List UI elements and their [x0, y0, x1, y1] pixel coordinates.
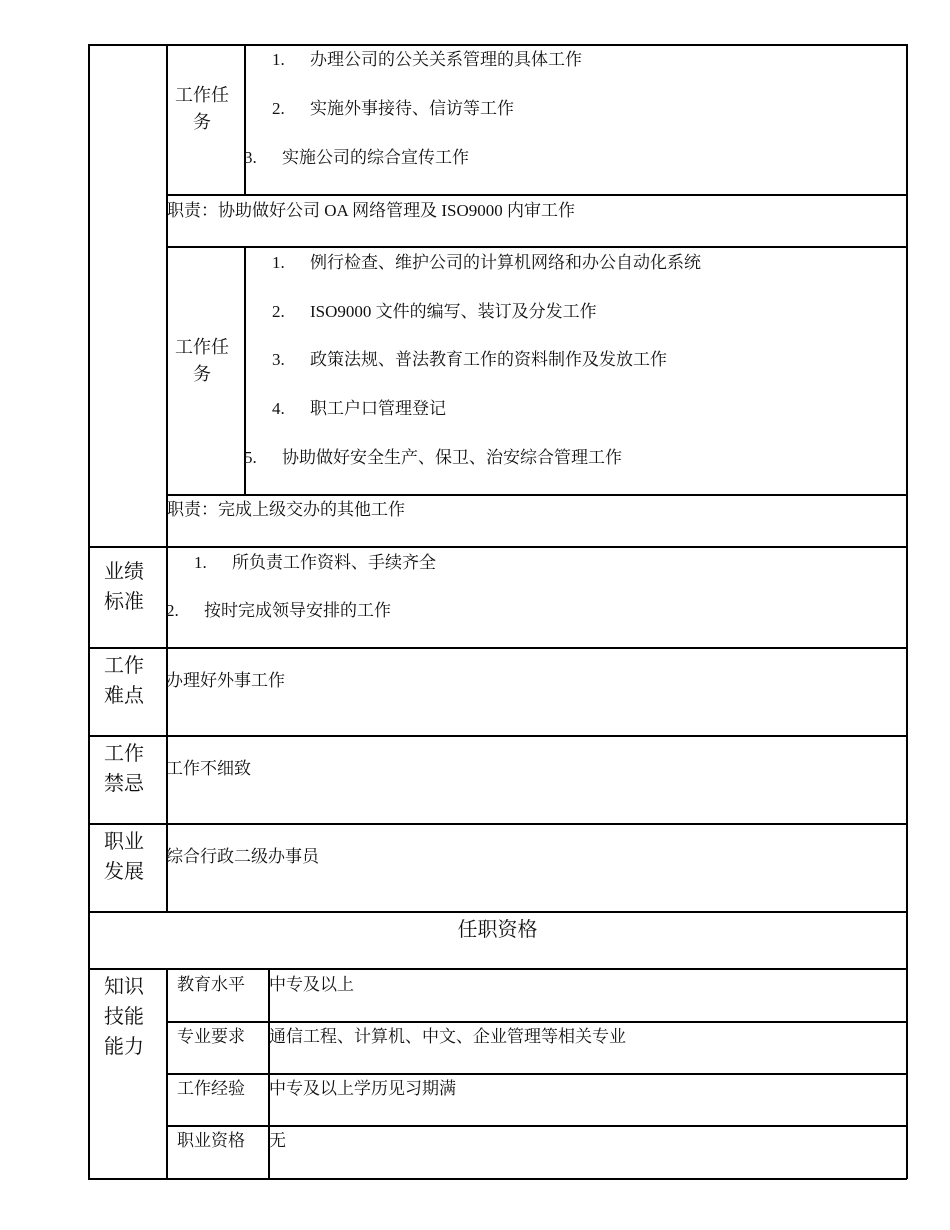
performance-label: 业绩标准: [104, 561, 144, 613]
task-label: 工作任务: [175, 337, 229, 384]
row-divider: [88, 647, 907, 649]
row-divider: [166, 246, 907, 248]
row-divider: [88, 546, 907, 548]
table-border-right: [906, 44, 908, 1179]
difficulty-text: 办理好外事工作: [166, 671, 285, 690]
task-text: ISO9000 文件的编写、装订及分发工作: [310, 302, 597, 321]
performance-number: 2.: [166, 601, 179, 620]
task-item: [272, 50, 582, 70]
task-number: 5.: [244, 448, 257, 467]
task-item: [272, 399, 446, 419]
task-item: [244, 148, 469, 168]
task-text: 协助做好安全生产、保卫、治安综合管理工作: [282, 448, 622, 467]
performance-text: 按时完成领导安排的工作: [204, 601, 391, 620]
task-label: 工作任务: [175, 85, 229, 132]
qualification-label: 工作经验: [177, 1079, 245, 1098]
task-column-divider: [244, 44, 246, 195]
duty-text: 职责：协助做好公司 OA 网络管理及 ISO9000 内审工作: [167, 201, 576, 220]
difficulty-label: 工作难点: [104, 655, 144, 707]
task-text: 实施外事接待、信访等工作: [310, 99, 514, 118]
performance-item: [166, 601, 391, 621]
task-item: [272, 99, 514, 119]
task-item: [272, 302, 597, 322]
task-number: 1.: [272, 253, 285, 272]
task-item: [272, 253, 701, 273]
qualification-label: 职业资格: [177, 1131, 245, 1150]
qualification-value: 中专及以上: [269, 975, 354, 994]
task-text: 办理公司的公关关系管理的具体工作: [310, 50, 582, 69]
qualification-group-label: 知识技能能力: [104, 976, 144, 1058]
career-label: 职业发展: [104, 831, 144, 883]
column-divider: [166, 44, 168, 913]
performance-text: 所负责工作资料、手续齐全: [232, 553, 436, 572]
task-number: 1.: [272, 50, 285, 69]
task-number: 3.: [244, 148, 257, 167]
task-number: 4.: [272, 399, 285, 418]
row-divider: [166, 194, 907, 196]
task-number: 2.: [272, 99, 285, 118]
career-text: 综合行政二级办事员: [166, 847, 319, 866]
row-divider: [88, 823, 907, 825]
taboo-label: 工作禁忌: [104, 743, 144, 795]
row-divider: [166, 1125, 907, 1127]
qualification-label: 教育水平: [177, 975, 245, 994]
table-border-left: [88, 44, 90, 1179]
table-border-top: [88, 44, 907, 46]
table-border-bottom: [88, 1178, 907, 1180]
row-divider: [166, 1021, 907, 1023]
task-item: [244, 448, 622, 468]
task-item: [272, 350, 667, 370]
row-divider: [88, 911, 907, 913]
task-text: 例行检查、维护公司的计算机网络和办公自动化系统: [310, 253, 701, 272]
task-text: 实施公司的综合宣传工作: [282, 148, 469, 167]
taboo-text: 工作不细致: [166, 759, 251, 778]
row-divider: [166, 1073, 907, 1075]
row-divider: [88, 968, 907, 970]
task-number: 3.: [272, 350, 285, 369]
row-divider: [88, 735, 907, 737]
task-number: 2.: [272, 302, 285, 321]
performance-number: 1.: [194, 553, 207, 572]
task-text: 政策法规、普法教育工作的资料制作及发放工作: [310, 350, 667, 369]
duty-text: 职责：完成上级交办的其他工作: [167, 500, 405, 519]
qualification-label: 专业要求: [177, 1027, 245, 1046]
task-text: 职工户口管理登记: [310, 399, 446, 418]
qualifications-title: 任职资格: [457, 919, 538, 941]
performance-item: [194, 553, 436, 573]
row-divider: [166, 494, 907, 496]
qualification-value: 通信工程、计算机、中文、企业管理等相关专业: [269, 1027, 626, 1046]
qualification-value: 无: [269, 1131, 286, 1150]
qualification-value: 中专及以上学历见习期满: [269, 1079, 456, 1098]
